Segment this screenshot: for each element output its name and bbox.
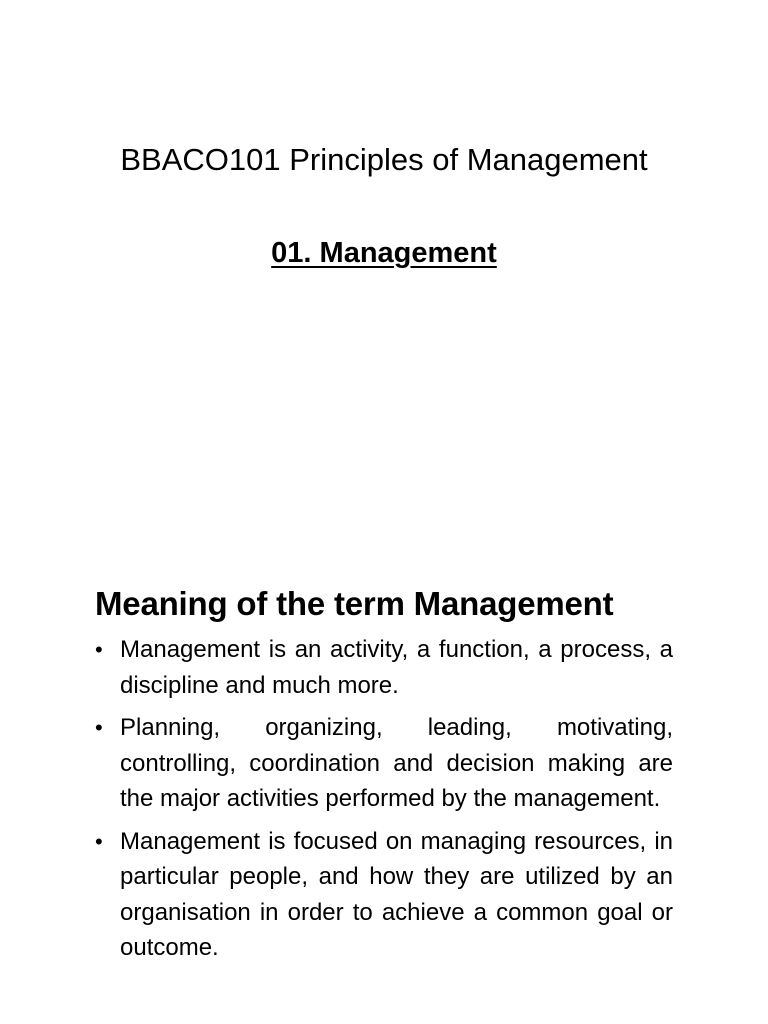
bullet-dot-icon: • xyxy=(95,828,103,854)
bullet-text: Management is focused on managing resources, in particular people, and how they are utilized by an organisation in order to achieve a common goal or outcome. xyxy=(120,827,673,961)
bullet-dot-icon: • xyxy=(95,637,103,662)
bullet-item xyxy=(95,710,673,817)
bullet-text: Management is an activity, a function, a process, a discipline and much more. xyxy=(120,636,673,699)
bullet-list xyxy=(95,632,673,973)
section-heading: Meaning of the term Management xyxy=(95,585,614,622)
chapter-title xyxy=(0,234,768,272)
chapter-title-text: 01. Management xyxy=(271,237,497,269)
course-title: BBACO101 Principles of Management xyxy=(120,142,648,177)
bullet-dot-icon: • xyxy=(95,715,103,740)
bullet-item xyxy=(95,632,673,703)
bullet-text: Planning, organizing, leading, motivating, controlling, coordination and decision making are the major activities performed by the management. xyxy=(120,714,673,812)
bullet-item xyxy=(95,824,673,966)
